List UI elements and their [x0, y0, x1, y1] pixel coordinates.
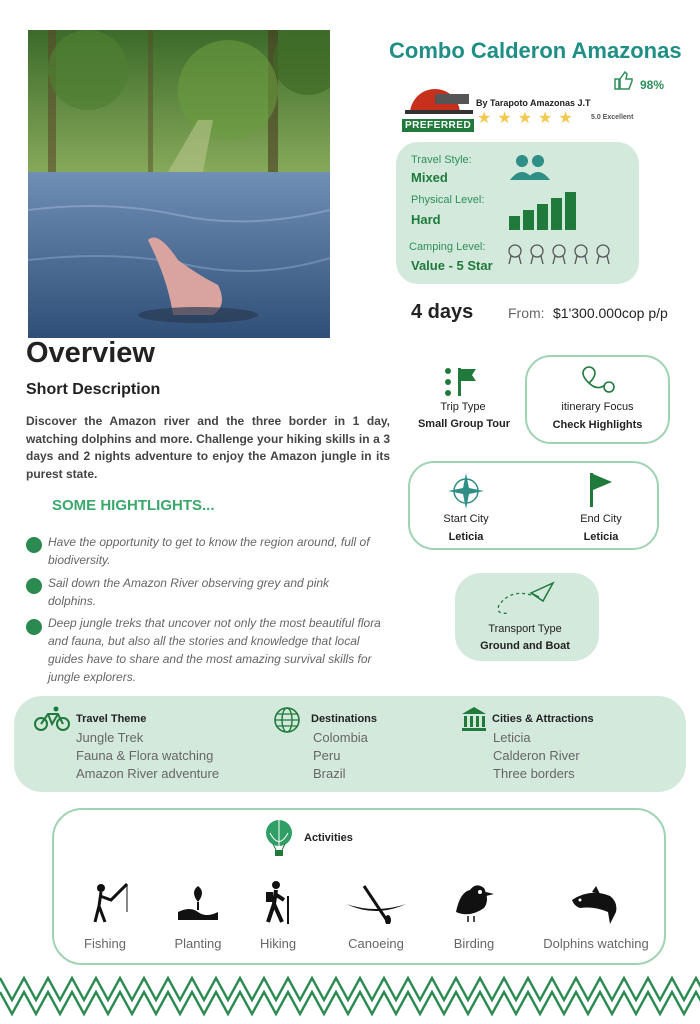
- start-city-value: Leticia: [448, 531, 484, 543]
- compass-icon: [446, 471, 486, 511]
- activity-label: Planting: [174, 936, 222, 951]
- group-icon: [508, 152, 552, 182]
- theme-item: Amazon River adventure: [76, 766, 220, 781]
- globe-icon: [273, 706, 301, 734]
- rating-score: 5.0 Excellent: [591, 114, 634, 121]
- travel-style-value: Mixed: [411, 170, 448, 185]
- activities-card: [52, 808, 666, 965]
- destination-item: Brazil: [313, 766, 346, 781]
- travel-style-label: Travel Style:: [411, 154, 472, 166]
- city-item: Leticia: [493, 730, 531, 745]
- transport-label: Transport Type: [488, 623, 562, 635]
- activity-label: Hiking: [259, 936, 297, 951]
- physical-level-label: Physical Level:: [411, 194, 485, 206]
- thumbs-up-icon: [612, 68, 636, 92]
- start-city-label: Start City: [443, 513, 489, 525]
- itinerary-card: [525, 355, 670, 444]
- hiking-icon: [258, 880, 298, 924]
- camping-level-value: Value - 5 Star: [411, 258, 493, 273]
- highlight-bullet-icon: [26, 578, 42, 594]
- theme-item: Jungle Trek: [76, 730, 144, 745]
- theme-item: Fauna & Flora watching: [76, 748, 214, 763]
- cities-heading: Cities & Attractions: [492, 713, 594, 725]
- overview-heading: Overview: [26, 337, 155, 369]
- flag-icon: [588, 473, 614, 507]
- itinerary-value: Check Highlights: [552, 419, 643, 431]
- operator-logo: [405, 84, 473, 118]
- star-icon: ★: [497, 110, 518, 127]
- preferred-badge: PREFERRED: [402, 119, 474, 132]
- trip-type-value: Small Group Tour: [417, 418, 511, 430]
- dolphin-icon: [570, 886, 620, 926]
- end-city-value: Leticia: [583, 531, 619, 543]
- physical-level-bars-icon: [509, 192, 579, 230]
- zigzag-border: [0, 974, 700, 1024]
- short-description-heading: Short Description: [26, 381, 161, 398]
- fishing-icon: [87, 882, 131, 924]
- activity-label: Dolphins watching: [543, 936, 649, 951]
- activity-label: Birding: [453, 936, 495, 951]
- bird-icon: [454, 882, 494, 924]
- canoe-icon: [344, 884, 408, 924]
- itinerary-label: itinerary Focus: [561, 401, 634, 413]
- star-icon: ★: [477, 110, 498, 127]
- tour-title: Combo Calderon Amazonas: [389, 38, 682, 63]
- bicycle-icon: [34, 706, 70, 732]
- transport-value: Ground and Boat: [480, 640, 570, 652]
- city-item: Three borders: [493, 766, 575, 781]
- route-pin-icon: [581, 365, 617, 397]
- star-icon: ★: [558, 110, 579, 127]
- highlight-item: Deep jungle treks that uncover not only the most beautiful flora and fauna, but also all the stories and knowledge that local guides have to share and the most amazing survival skills for jungle explorers.: [48, 616, 381, 684]
- highlight-bullet-icon: [26, 537, 42, 553]
- trip-type-icon: [444, 366, 478, 398]
- approval-percent: 98%: [640, 78, 665, 92]
- operator-name: By Tarapoto Amazonas J.T: [476, 98, 591, 108]
- landmark-icon: [461, 706, 487, 732]
- camping-awards-icon: [506, 243, 612, 265]
- activities-heading: Activities: [304, 832, 353, 844]
- hero-photo: [28, 30, 330, 338]
- highlight-bullet-icon: [26, 619, 42, 635]
- camping-level-label: Camping Level:: [409, 241, 486, 253]
- hot-air-balloon-icon: [264, 820, 294, 858]
- star-icon: ★: [538, 110, 559, 127]
- overview-description: Discover the Amazon river and the three border in 1 day, watching dolphins and more. Challenge your hiking skills in a 3 days and 2 nights adventure to enjoy the Amazon jungle in its purest state.: [26, 414, 390, 481]
- levels-panel: [396, 142, 639, 284]
- star-icon: ★: [517, 110, 539, 127]
- city-card: [408, 461, 659, 550]
- activity-label: Fishing: [84, 936, 126, 951]
- theme-bar: [14, 696, 686, 792]
- physical-level-value: Hard: [411, 212, 441, 227]
- highlight-item: Sail down the Amazon River observing grey and pink dolphins.: [48, 576, 330, 608]
- transport-card: [455, 573, 599, 661]
- star-rating: [477, 108, 579, 128]
- highlights-heading: SOME HIGHTLIGHTS...: [52, 497, 215, 514]
- destination-item: Colombia: [313, 730, 368, 745]
- paper-plane-icon: [491, 579, 557, 619]
- activity-label: Canoeing: [348, 936, 404, 951]
- destination-item: Peru: [313, 748, 341, 763]
- highlight-item: Have the opportunity to get to know the region around, full of biodiversity.: [48, 535, 370, 567]
- price-value: $1'300.000cop p/p: [553, 305, 668, 321]
- travel-theme-heading: Travel Theme: [76, 713, 147, 725]
- price-label: From:: [508, 305, 545, 321]
- trip-duration: 4 days: [411, 301, 474, 323]
- trip-type-label: Trip Type: [440, 401, 486, 413]
- planting-icon: [176, 882, 220, 924]
- destinations-heading: Destinations: [311, 713, 378, 725]
- city-item: Calderon River: [493, 748, 580, 763]
- end-city-label: End City: [580, 513, 622, 525]
